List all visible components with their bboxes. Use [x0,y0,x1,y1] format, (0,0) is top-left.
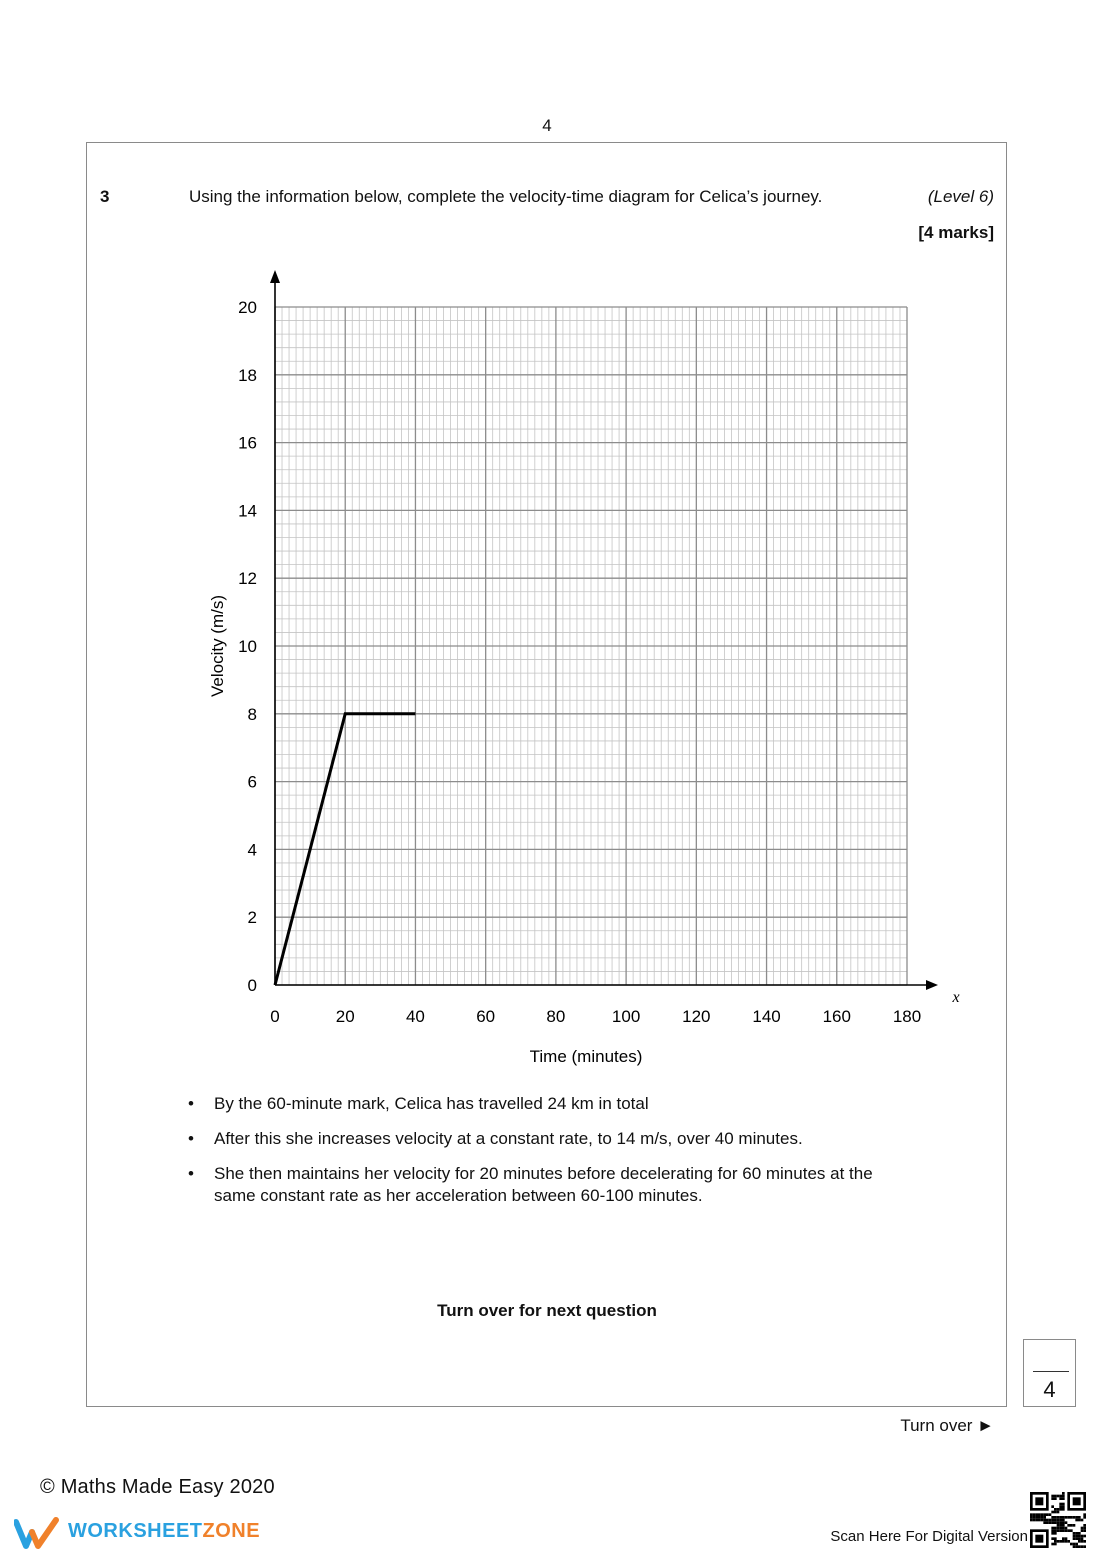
bullet-item: • After this she increases velocity at a constant rate, to 14 m/s, over 40 minutes. [186,1128,906,1150]
question-marks: [4 marks] [918,223,994,242]
x-tick-label: 0 [270,1007,280,1026]
marks-line [1033,1371,1069,1372]
y-tick-label: 14 [238,501,257,521]
y-tick-label: 8 [247,704,257,724]
x-tick-label: 120 [682,1007,711,1026]
x-axis-label: Time (minutes) [529,1047,643,1066]
page-number: 4 [542,116,552,135]
y-tick-label: 4 [247,840,257,860]
x-tick-label: 20 [335,1007,355,1026]
y-tick-label: 6 [247,772,257,792]
x-tick-label: 160 [822,1007,851,1026]
x-tick-label: 140 [752,1007,781,1026]
marks-total: 4 [1043,1377,1056,1402]
x-tick-label: 60 [476,1007,496,1026]
x-tick-label: 40 [405,1007,425,1026]
question-level: (Level 6) [927,187,994,206]
y-tick-label: 12 [238,569,257,589]
information-bullets [186,1093,906,1220]
qr-code-icon [1030,1492,1086,1548]
x-axis-variable: x [952,989,960,1006]
y-axis-arrow [270,270,280,283]
y-tick-label: 18 [238,365,257,385]
x-axis-arrow [926,980,938,990]
y-tick-label: 16 [238,433,257,453]
scan-text: Scan Here For Digital Version [830,1528,1028,1545]
copyright: © Maths Made Easy 2020 [40,1476,275,1498]
bullet-item: • She then maintains her velocity for 20 minutes before decelerating for 60 minutes at the same constant rate as her acceleration between 60-100 minutes. [186,1163,906,1207]
turn-over-next-question: Turn over for next question [437,1301,657,1320]
question-number: 3 [100,187,110,206]
y-tick-label: 2 [247,908,257,928]
turn-over: Turn over ► [900,1416,994,1435]
worksheetzone-logo-icon [14,1516,62,1552]
x-tick-label: 180 [892,1007,922,1026]
y-tick-label: 10 [238,637,257,656]
worksheetzone-logo-text [68,1520,260,1543]
y-tick-label: 0 [247,976,257,995]
x-tick-label: 80 [546,1007,566,1026]
logo-text-worksheet: WORKSHEET [68,1520,203,1542]
logo-text-zone: ZONE [202,1520,261,1542]
axes [270,270,938,990]
question-text: Using the information below, complete the velocity-time diagram for Celica’s journey. [189,187,823,206]
x-tick-label: 100 [611,1007,641,1026]
y-tick-label: 20 [238,298,257,317]
bullet-item: • By the 60-minute mark, Celica has travelled 24 km in total [186,1093,906,1115]
y-axis-label: Velocity (m/s) [208,594,227,698]
